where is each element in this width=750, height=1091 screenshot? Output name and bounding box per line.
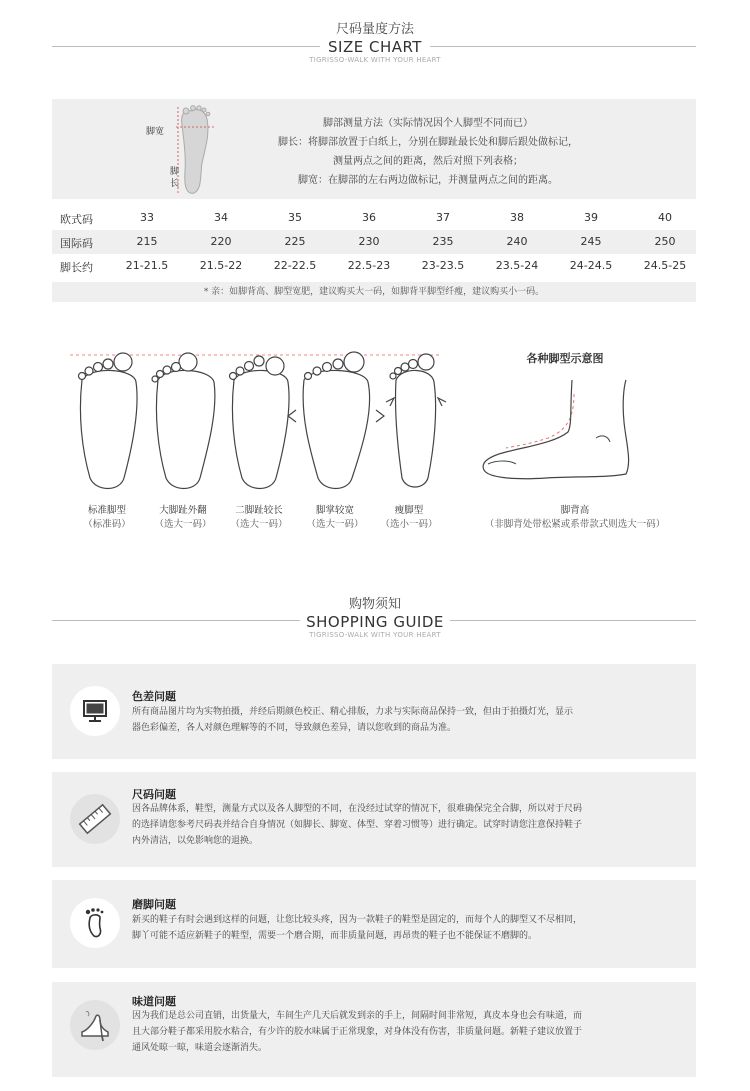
size-cell: 250 [654,235,676,248]
size-cell: 240 [506,235,528,248]
guide-card-color [52,664,696,759]
foot-type-advice: （选大一码） [230,519,288,530]
foot-type-name: 瘦脚型 [394,505,424,516]
size-cell: 235 [432,235,454,248]
shopping-guide-header [0,597,750,640]
foot-type-label [146,504,220,532]
guide-card-rubbing [52,880,696,968]
guide-text-line: 通风处晾一晾，味道会逐渐消失。 [132,1043,268,1053]
size-cell: 21.5-22 [199,259,243,272]
guide-title-cn: 购物须知 [348,597,401,612]
high-heel-icon [70,1000,120,1050]
size-cell: 38 [510,211,524,224]
size-cell: 34 [214,211,228,224]
footprint-icon [70,898,120,948]
size-row-label: 国际码 [60,237,93,250]
side-view-foot-illustration [476,372,636,487]
foot-type-label [72,504,142,532]
foot-type-name: 标准脚型 [87,505,126,516]
size-cell: 40 [658,211,672,224]
side-view-advice: （非脚背处带松紧或系带款式则选大一码） [484,519,666,530]
size-cell: 22-22.5 [273,259,317,272]
size-cell: 245 [580,235,602,248]
guide-text-line: 器色彩偏差，各人对颜色理解等的不同，导致颜色差异，请以您收到的商品为准。 [132,723,457,733]
guide-card-size [52,772,696,867]
guide-text-line: 的选择请您参考尺码表并结合自身情况（如脚长、脚宽、体型、穿着习惯等）进行确定。试穿时请您注意保持鞋子 [132,820,583,830]
foot-type-advice: （标准码） [83,519,131,530]
foot-width-label: 脚宽 [146,127,165,137]
size-cell: 35 [288,211,302,224]
size-row-intl [52,230,696,254]
size-chart-slogan: TIGRISSO-WALK WITH YOUR HEART [309,56,441,64]
foot-wide [288,352,384,489]
size-cell: 37 [436,211,450,224]
foot-long-second-toe [230,356,290,489]
size-cell: 220 [210,235,232,248]
foot-bunion [152,353,215,489]
foot-type-advice: （选大一码） [154,519,212,530]
foot-type-label [222,504,296,532]
measure-line-3: 测量两点之间的距离，然后对照下列表格； [333,156,523,167]
guide-card-title: 磨脚问题 [132,898,176,911]
size-row-label: 脚长约 [60,261,93,274]
foot-narrow [386,354,446,487]
guide-card-text [132,912,688,944]
side-view-label [460,504,690,532]
size-cell: 21-21.5 [125,259,169,272]
guide-text-line: 脚丫可能不适应新鞋子的鞋型，需要一个磨合期，而非质量问题，再昂贵的鞋子也不能保证不磨脚的。 [132,931,538,941]
size-cell: 23.5-24 [495,259,539,272]
measure-line-1: 脚部测量方法（实际情况因个人脚型不同而已） [323,118,533,129]
guide-text-line: 因为我们是总公司直销，出货量大，车间生产几天后就发到亲的手上，间隔时间非常短，真皮本身也会有味道，而 [132,1011,583,1021]
size-chart-header [0,22,750,65]
guide-slogan: TIGRISSO-WALK WITH YOUR HEART [309,631,441,639]
foot-type-advice: （选小一码） [380,519,438,530]
size-chart-title-en: SIZE CHART [328,38,422,56]
size-chart-title-cn: 尺码量度方法 [335,22,414,37]
ruler-icon [70,794,120,844]
size-row-label: 欧式码 [60,213,93,226]
foot-type-name: 脚掌较宽 [315,505,354,516]
measure-line-4: 脚宽：在脚部的左右两边做标记，并测量两点之间的距离。 [298,175,558,186]
size-cell: 39 [584,211,598,224]
size-cell: 215 [136,235,158,248]
guide-card-text [132,801,688,849]
measure-line-2: 脚长：将脚部放置于白纸上，分别在脚趾最长处和脚后跟处做标记， [278,137,578,148]
size-cell: 230 [358,235,380,248]
guide-card-title: 色差问题 [132,690,176,703]
guide-card-title: 尺码问题 [132,788,176,801]
foot-types-illustration [60,340,450,500]
foot-type-name: 大脚趾外翻 [159,505,207,516]
guide-text-line: 因各品牌体系，鞋型，测量方式以及各人脚型的不同，在没经过试穿的情况下，很难确保完全合脚，所以对于尺码 [132,804,583,814]
size-cell: 22.5-23 [347,259,391,272]
size-note: * 亲：如脚背高、脚型宽肥，建议购买大一码，如脚背平脚型纤瘦，建议购买小一码。 [52,282,696,302]
foot-standard [79,353,138,489]
foot-length-label: 脚长 [170,167,180,189]
guide-text-line: 新买的鞋子有时会遇到这样的问题，让您比较头疼，因为一款鞋子的鞋型是固定的，而每个人的脚型又不尽相同， [132,915,583,925]
guide-card-text [132,1008,688,1056]
guide-text-line: 且大部分鞋子都采用胶水粘合，有少许的胶水味属于正常现象，对身体没有伤害，非质量问题。新鞋子建议放置于 [132,1027,583,1037]
size-cell: 33 [140,211,154,224]
foot-type-advice: （选大一码） [306,519,364,530]
guide-text-line: 内外清洁，以免影响您的退换。 [132,836,259,846]
monitor-icon [70,686,120,736]
guide-card-title: 味道问题 [132,995,176,1008]
guide-card-text [132,704,688,736]
size-row-length [52,254,696,278]
guide-title-en: SHOPPING GUIDE [306,613,444,631]
measure-instructions [238,114,618,190]
size-cell: 225 [284,235,306,248]
size-row-eu [52,206,696,230]
side-view-title: 各种脚型示意图 [526,352,604,365]
foot-type-label [298,504,372,532]
size-cell: 36 [362,211,376,224]
size-cell: 23-23.5 [421,259,465,272]
size-cell: 24-24.5 [569,259,613,272]
foot-type-label [372,504,446,532]
guide-text-line: 所有商品图片均为实物拍摄，并经后期颜色校正、精心排版，力求与实际商品保持一致，但由于拍摄灯光，显示 [132,707,574,717]
size-cell: 24.5-25 [643,259,687,272]
side-view-name: 脚背高 [560,505,590,516]
foot-type-name: 二脚趾较长 [235,505,283,516]
guide-card-odor [52,982,696,1077]
